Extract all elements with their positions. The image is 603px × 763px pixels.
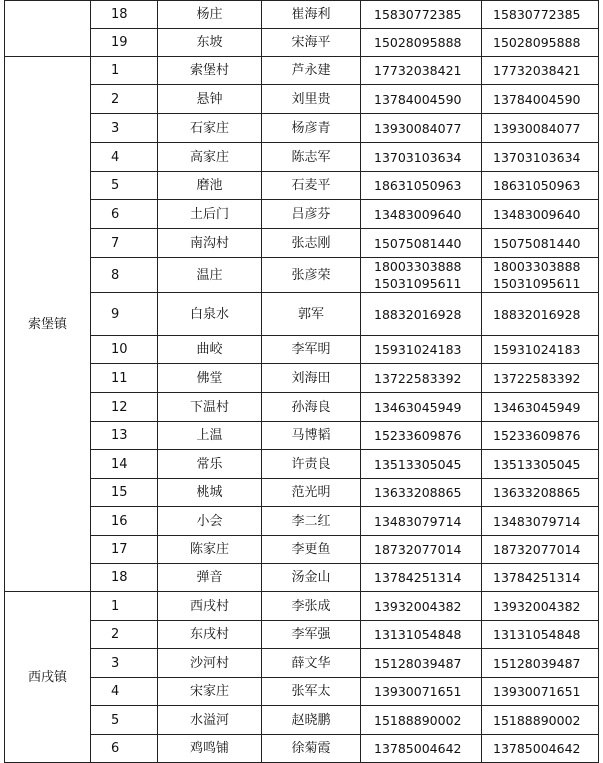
- village-name: 磨池: [158, 172, 262, 200]
- phone-number: 13785004642: [374, 741, 462, 756]
- row-number: 8: [91, 258, 158, 293]
- contact-name: 宋海平: [262, 29, 361, 57]
- table-row: [5, 1, 599, 29]
- row-number: 17: [91, 536, 158, 564]
- row-number: 15: [91, 479, 158, 507]
- phone-number: 13784251314: [374, 570, 462, 585]
- phone-number: 13463045949: [374, 399, 462, 415]
- village-name: 曲峧: [158, 336, 262, 364]
- row-number: 19: [91, 29, 158, 57]
- phone-number: 13513305045: [493, 456, 581, 472]
- village-name: 石家庄: [158, 114, 262, 143]
- village-name: 上温: [158, 422, 262, 450]
- phone-number: 15075081440: [493, 235, 581, 251]
- phone-number: 13483079714: [374, 513, 462, 529]
- phone-cell: [361, 1, 482, 29]
- phone-cell: [361, 706, 482, 735]
- phone-number: 13633208865: [493, 485, 581, 500]
- town-cell: 西戌镇: [5, 592, 91, 763]
- row-number: 10: [91, 336, 158, 364]
- phone-number: 18003303888: [374, 259, 462, 274]
- table-row: [5, 172, 599, 200]
- phone-cell-2: [482, 229, 599, 258]
- phone-number: 13483009640: [374, 206, 462, 222]
- phone-cell-2: [482, 114, 599, 143]
- row-number: 3: [91, 649, 158, 678]
- row-number: 2: [91, 85, 158, 114]
- contact-name: 孙海良: [262, 393, 361, 422]
- phone-cell: [361, 536, 482, 564]
- row-number: 12: [91, 393, 158, 422]
- phone-cell: [361, 57, 482, 85]
- phone-number: 15830772385: [374, 7, 462, 22]
- phone-number: 15028095888: [493, 35, 581, 50]
- village-name: 白泉水: [158, 293, 262, 336]
- phone-cell-2: [482, 364, 599, 393]
- phone-cell: [361, 592, 482, 621]
- phone-number: 18832016928: [493, 306, 581, 322]
- phone-number: 15028095888: [374, 35, 462, 50]
- table-row: [5, 536, 599, 564]
- phone-number: 15188890002: [493, 712, 581, 728]
- phone-cell-2: [482, 200, 599, 229]
- phone-cell-2: [482, 85, 599, 114]
- phone-number: 13131054848: [374, 627, 462, 642]
- phone-cell: [361, 200, 482, 229]
- village-name: 下温村: [158, 393, 262, 422]
- phone-number: 15128039487: [374, 655, 462, 671]
- phone-number: 13932004382: [493, 598, 581, 614]
- phone-cell-2: [482, 649, 599, 678]
- phone-cell: [361, 649, 482, 678]
- phone-cell: [361, 393, 482, 422]
- row-number: 9: [91, 293, 158, 336]
- village-name: 悬钟: [158, 85, 262, 114]
- table-row: [5, 735, 599, 763]
- phone-cell: [361, 143, 482, 172]
- phone-number: 15931024183: [374, 342, 462, 357]
- contact-name: 李军强: [262, 621, 361, 649]
- phone-cell: [361, 29, 482, 57]
- village-name: 鸡鸣铺: [158, 735, 262, 763]
- phone-number: 13785004642: [493, 741, 581, 756]
- village-name: 索堡村: [158, 57, 262, 85]
- table-row: [5, 200, 599, 229]
- phone-number: 15233609876: [493, 428, 581, 443]
- row-number: 2: [91, 621, 158, 649]
- phone-number: 17732038421: [493, 63, 581, 78]
- table-row: [5, 85, 599, 114]
- phone-number: 13930071651: [493, 684, 581, 699]
- table-row: [5, 564, 599, 592]
- phone-cell-2: [482, 592, 599, 621]
- phone-cell: [361, 450, 482, 479]
- phone-number: 15931024183: [493, 342, 581, 357]
- contact-table: [4, 0, 599, 763]
- row-number: 14: [91, 450, 158, 479]
- village-name: 土后门: [158, 200, 262, 229]
- row-number: 5: [91, 172, 158, 200]
- phone-cell-2: [482, 172, 599, 200]
- phone-cell-2: [482, 1, 599, 29]
- phone-number: 13784004590: [493, 91, 581, 107]
- table-row: [5, 621, 599, 649]
- phone-cell-2: [482, 143, 599, 172]
- row-number: 1: [91, 592, 158, 621]
- phone-number: 13483009640: [493, 206, 581, 222]
- phone-number: 18003303888: [493, 259, 581, 274]
- row-number: 13: [91, 422, 158, 450]
- phone-cell-2: [482, 422, 599, 450]
- phone-number: 13930084077: [493, 120, 581, 136]
- contact-table-body: [5, 1, 599, 763]
- table-row: [5, 364, 599, 393]
- village-name: 陈家庄: [158, 536, 262, 564]
- phone-number: 13930071651: [374, 684, 462, 699]
- phone-cell-2: [482, 336, 599, 364]
- phone-cell-2: [482, 564, 599, 592]
- row-number: 4: [91, 678, 158, 706]
- phone-cell: [361, 422, 482, 450]
- village-name: 沙河村: [158, 649, 262, 678]
- table-row: [5, 422, 599, 450]
- village-name: 温庄: [158, 258, 262, 293]
- table-row: [5, 293, 599, 336]
- table-row: [5, 336, 599, 364]
- row-number: 18: [91, 564, 158, 592]
- table-row: [5, 114, 599, 143]
- village-name: 小会: [158, 507, 262, 536]
- phone-cell: [361, 85, 482, 114]
- contact-name: 杨彦青: [262, 114, 361, 143]
- phone-number: 13784004590: [374, 91, 462, 107]
- row-number: 3: [91, 114, 158, 143]
- phone-number: 18732077014: [493, 542, 581, 557]
- phone-number: 13483079714: [493, 513, 581, 529]
- contact-name: 徐菊霞: [262, 735, 361, 763]
- phone-number: 15075081440: [374, 235, 462, 251]
- phone-number: 13722583392: [493, 370, 581, 386]
- phone-cell: [361, 735, 482, 763]
- phone-cell: [361, 564, 482, 592]
- phone-cell-2: [482, 536, 599, 564]
- contact-name: 范光明: [262, 479, 361, 507]
- phone-number: 15031095611: [493, 276, 581, 291]
- contact-name: 赵晓鹏: [262, 706, 361, 735]
- phone-number: 13633208865: [374, 485, 462, 500]
- row-number: 11: [91, 364, 158, 393]
- phone-number: 18631050963: [493, 178, 581, 193]
- village-name: 常乐: [158, 450, 262, 479]
- contact-name: 张彦荣: [262, 258, 361, 293]
- row-number: 18: [91, 1, 158, 29]
- table-row: [5, 678, 599, 706]
- phone-number: 15830772385: [493, 7, 581, 22]
- contact-name: 张志刚: [262, 229, 361, 258]
- table-row: [5, 29, 599, 57]
- phone-number: 13932004382: [374, 598, 462, 614]
- contact-name: 许责良: [262, 450, 361, 479]
- phone-cell-2: [482, 57, 599, 85]
- table-row: [5, 450, 599, 479]
- contact-name: 陈志军: [262, 143, 361, 172]
- phone-number: 15233609876: [374, 428, 462, 443]
- phone-cell: [361, 678, 482, 706]
- phone-cell: [361, 621, 482, 649]
- table-row: [5, 57, 599, 85]
- contact-name: 薛文华: [262, 649, 361, 678]
- village-name: 东戌村: [158, 621, 262, 649]
- phone-number: 13131054848: [493, 627, 581, 642]
- contact-name: 李军明: [262, 336, 361, 364]
- phone-number: 13703103634: [374, 149, 462, 165]
- phone-number: 17732038421: [374, 63, 462, 78]
- contact-name: 刘里贵: [262, 85, 361, 114]
- contact-name: 芦永建: [262, 57, 361, 85]
- village-name: 杨庄: [158, 1, 262, 29]
- village-name: 弹音: [158, 564, 262, 592]
- phone-cell: [361, 336, 482, 364]
- contact-name: 李张成: [262, 592, 361, 621]
- table-row: [5, 507, 599, 536]
- phone-cell: [361, 258, 482, 293]
- village-name: 南沟村: [158, 229, 262, 258]
- phone-number: 15188890002: [374, 712, 462, 728]
- table-row: [5, 649, 599, 678]
- contact-name: 李二红: [262, 507, 361, 536]
- phone-number: 18732077014: [374, 542, 462, 557]
- phone-cell: [361, 229, 482, 258]
- phone-cell-2: [482, 293, 599, 336]
- contact-name: 马博韬: [262, 422, 361, 450]
- table-row: [5, 229, 599, 258]
- phone-cell-2: [482, 479, 599, 507]
- village-name: 水溢河: [158, 706, 262, 735]
- row-number: 1: [91, 57, 158, 85]
- phone-cell-2: [482, 735, 599, 763]
- row-number: 16: [91, 507, 158, 536]
- contact-name: 汤金山: [262, 564, 361, 592]
- town-cell: [5, 1, 91, 57]
- row-number: 7: [91, 229, 158, 258]
- table-row: [5, 479, 599, 507]
- phone-number: 18832016928: [374, 306, 462, 322]
- phone-cell-2: [482, 393, 599, 422]
- contact-name: 李更鱼: [262, 536, 361, 564]
- village-name: 佛堂: [158, 364, 262, 393]
- phone-number: 15128039487: [493, 655, 581, 671]
- village-name: 宋家庄: [158, 678, 262, 706]
- table-row: [5, 592, 599, 621]
- phone-number: 13722583392: [374, 370, 462, 386]
- row-number: 6: [91, 735, 158, 763]
- table-row: [5, 393, 599, 422]
- row-number: 4: [91, 143, 158, 172]
- phone-cell-2: [482, 258, 599, 293]
- table-row: [5, 258, 599, 293]
- village-name: 东坡: [158, 29, 262, 57]
- town-cell: 索堡镇: [5, 57, 91, 592]
- phone-cell: [361, 507, 482, 536]
- village-name: 高家庄: [158, 143, 262, 172]
- phone-cell-2: [482, 450, 599, 479]
- contact-name: 刘海田: [262, 364, 361, 393]
- contact-name: 吕彦芬: [262, 200, 361, 229]
- village-name: 桃城: [158, 479, 262, 507]
- contact-name: 崔海利: [262, 1, 361, 29]
- phone-number: 13703103634: [493, 149, 581, 165]
- phone-cell: [361, 364, 482, 393]
- phone-cell: [361, 293, 482, 336]
- table-row: [5, 706, 599, 735]
- contact-name: 郭军: [262, 293, 361, 336]
- village-name: 西戌村: [158, 592, 262, 621]
- row-number: 5: [91, 706, 158, 735]
- contact-name: 石麦平: [262, 172, 361, 200]
- phone-cell: [361, 479, 482, 507]
- row-number: 6: [91, 200, 158, 229]
- phone-number: 15031095611: [374, 276, 462, 291]
- phone-cell-2: [482, 621, 599, 649]
- phone-number: 13784251314: [493, 570, 581, 585]
- phone-cell: [361, 114, 482, 143]
- phone-number: 13930084077: [374, 120, 462, 136]
- table-row: [5, 143, 599, 172]
- phone-cell-2: [482, 29, 599, 57]
- phone-cell-2: [482, 507, 599, 536]
- contact-name: 张军太: [262, 678, 361, 706]
- phone-cell-2: [482, 678, 599, 706]
- phone-cell-2: [482, 706, 599, 735]
- phone-number: 13463045949: [493, 399, 581, 415]
- phone-number: 13513305045: [374, 456, 462, 472]
- phone-cell: [361, 172, 482, 200]
- phone-number: 18631050963: [374, 178, 462, 193]
